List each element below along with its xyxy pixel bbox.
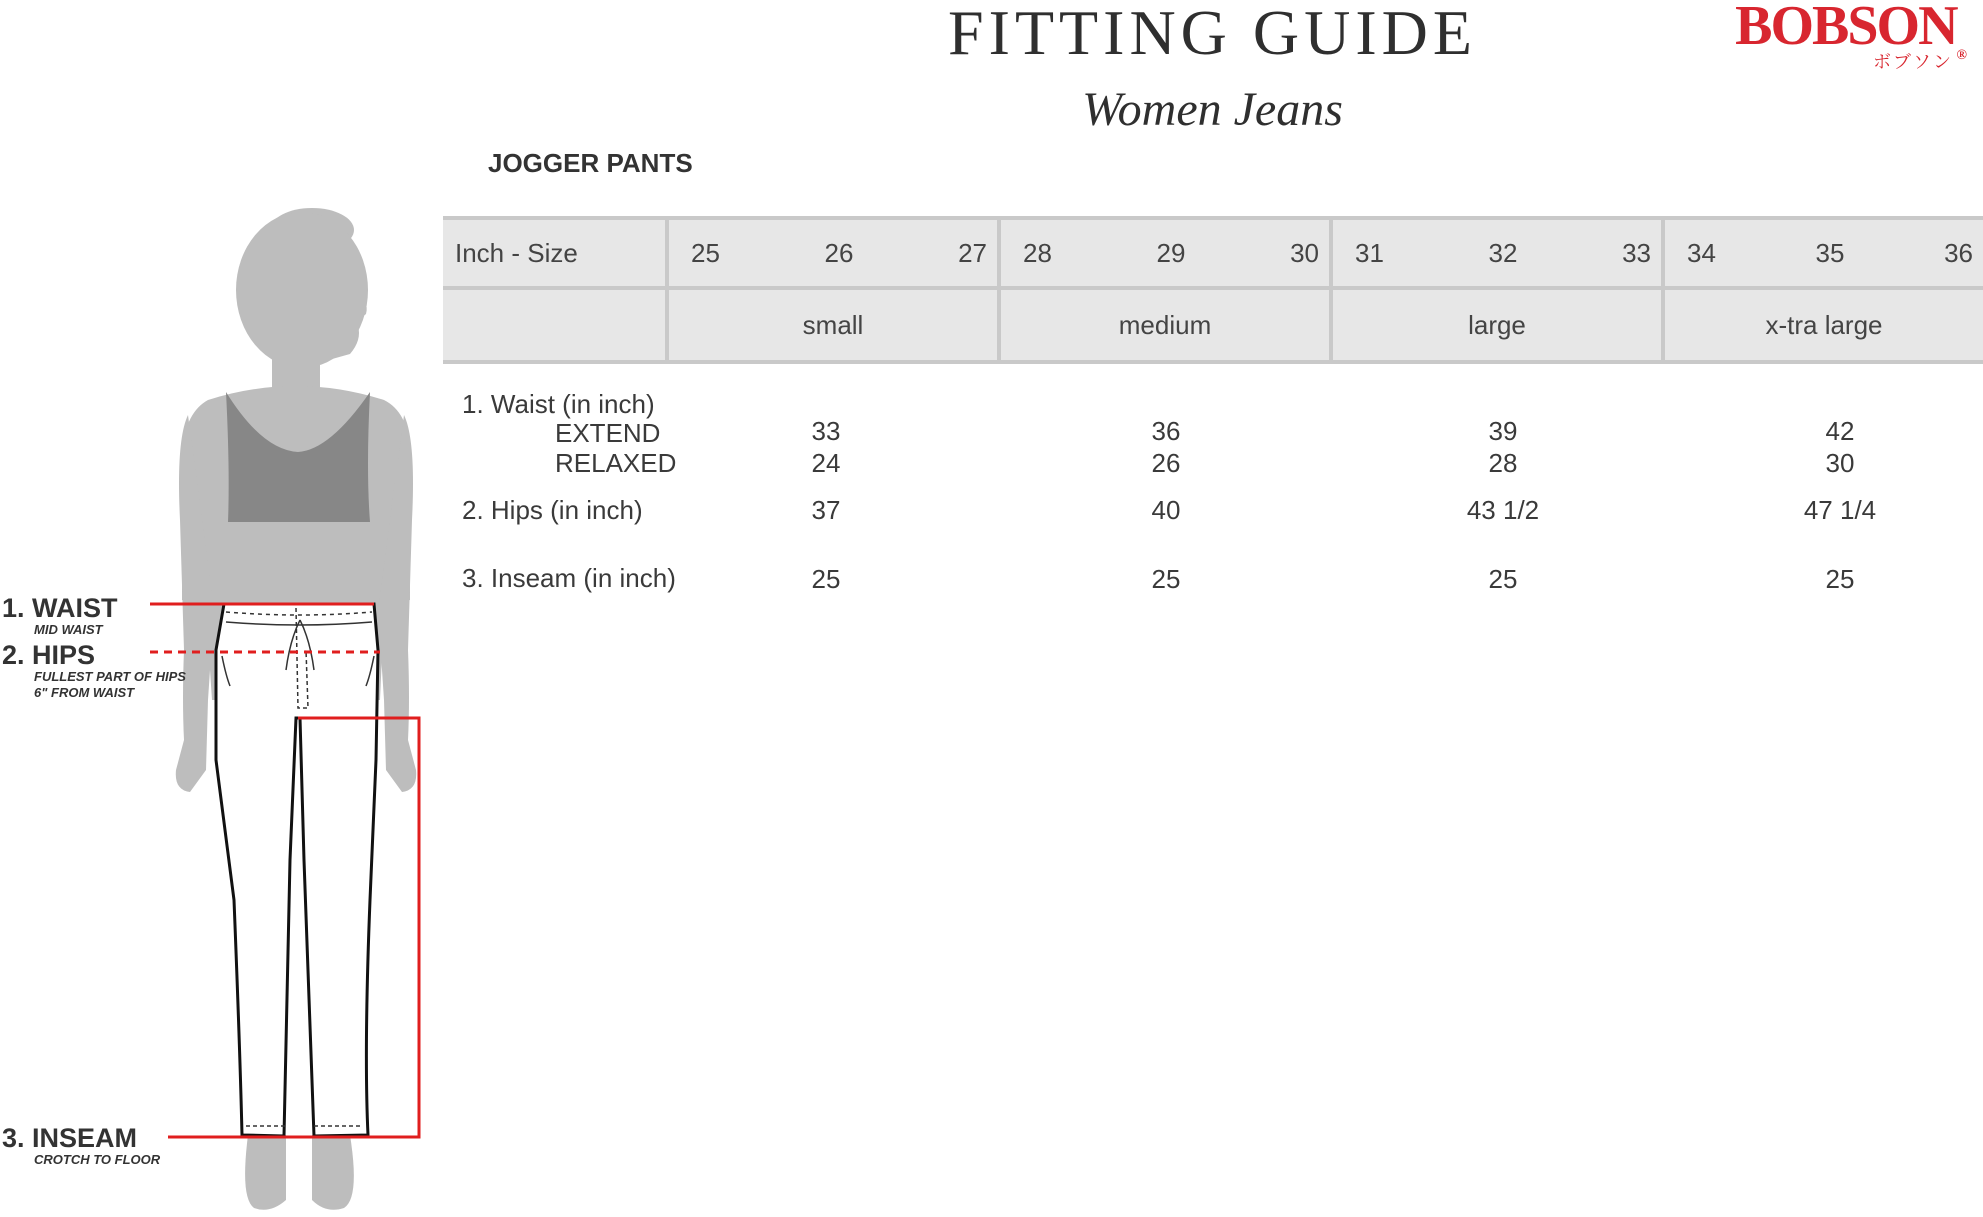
brand-name: BOBSON bbox=[1735, 0, 1957, 57]
size-group-name: large bbox=[1331, 288, 1663, 362]
size-group-medium bbox=[999, 218, 1331, 288]
brand-kana: ボブソン bbox=[1873, 52, 1953, 72]
brand-logo bbox=[1735, 0, 1965, 74]
waist-relaxed-value: 28 bbox=[1488, 448, 1518, 478]
waist-relaxed-value: 30 bbox=[1825, 448, 1855, 478]
size-cell: 30 bbox=[1290, 237, 1319, 268]
waist-extend-label: EXTEND bbox=[555, 418, 661, 448]
waist-callout-note: MID WAIST bbox=[34, 622, 103, 637]
pants-illustration bbox=[216, 604, 378, 1136]
size-cell: 32 bbox=[1488, 237, 1518, 268]
inseam-callout bbox=[2, 1124, 160, 1168]
waist-relaxed-label: RELAXED bbox=[555, 448, 677, 478]
waist-callout bbox=[2, 594, 118, 638]
size-group-small bbox=[667, 218, 999, 288]
waist-extend-value: 36 bbox=[1151, 416, 1181, 446]
hips-value: 43 1/2 bbox=[1466, 495, 1540, 525]
inseam-value: 25 bbox=[1825, 564, 1855, 594]
size-row bbox=[443, 218, 1983, 288]
waist-extend-value: 42 bbox=[1825, 416, 1855, 446]
waist-label: 1. Waist (in inch) bbox=[462, 389, 655, 419]
size-cell: 33 bbox=[1622, 237, 1651, 268]
hips-callout-note: 6" FROM WAIST bbox=[34, 685, 135, 700]
hips-callout-title: 2. HIPS bbox=[2, 640, 96, 670]
size-table-label: Inch - Size bbox=[443, 218, 667, 288]
size-group-name: x-tra large bbox=[1663, 288, 1983, 362]
inseam-value: 25 bbox=[811, 564, 841, 594]
page-subtitle: Women Jeans bbox=[1082, 83, 1343, 136]
waist-extend-value: 33 bbox=[811, 416, 841, 446]
page-title: FITTING GUIDE bbox=[948, 0, 1477, 68]
size-cell: 36 bbox=[1944, 237, 1973, 268]
size-cell: 31 bbox=[1355, 237, 1384, 268]
hips-label: 2. Hips (in inch) bbox=[462, 495, 643, 525]
size-cell: 26 bbox=[824, 237, 854, 268]
size-cell: 34 bbox=[1687, 237, 1716, 268]
hips-value: 37 bbox=[811, 495, 841, 525]
size-cell: 28 bbox=[1023, 237, 1052, 268]
hips-value: 40 bbox=[1151, 495, 1181, 525]
waist-relaxed-value: 26 bbox=[1151, 448, 1181, 478]
size-group-label-blank bbox=[443, 288, 667, 362]
hips-value: 47 1/4 bbox=[1803, 495, 1877, 525]
size-cell: 35 bbox=[1815, 237, 1845, 268]
inseam-label: 3. Inseam (in inch) bbox=[462, 563, 676, 593]
size-cell: 25 bbox=[691, 237, 720, 268]
size-group-name: small bbox=[667, 288, 999, 362]
size-table bbox=[443, 216, 1983, 364]
size-group-xlarge bbox=[1663, 218, 1983, 288]
inseam-callout-title: 3. INSEAM bbox=[2, 1123, 138, 1153]
size-group-name: medium bbox=[999, 288, 1331, 362]
product-name: JOGGER PANTS bbox=[488, 148, 693, 178]
inseam-callout-note: CROTCH TO FLOOR bbox=[34, 1152, 161, 1167]
size-cell: 29 bbox=[1156, 237, 1186, 268]
size-group-row bbox=[443, 288, 1983, 362]
inseam-value: 25 bbox=[1151, 564, 1181, 594]
hips-callout-note: FULLEST PART OF HIPS bbox=[34, 669, 186, 684]
brand-registered-mark: ® bbox=[1956, 48, 1965, 63]
size-group-large bbox=[1331, 218, 1663, 288]
inseam-value: 25 bbox=[1488, 564, 1518, 594]
hips-callout bbox=[2, 641, 186, 701]
waist-callout-title: 1. WAIST bbox=[2, 593, 118, 623]
size-cell: 27 bbox=[958, 237, 987, 268]
waist-extend-value: 39 bbox=[1488, 416, 1518, 446]
waist-relaxed-value: 24 bbox=[811, 448, 841, 478]
